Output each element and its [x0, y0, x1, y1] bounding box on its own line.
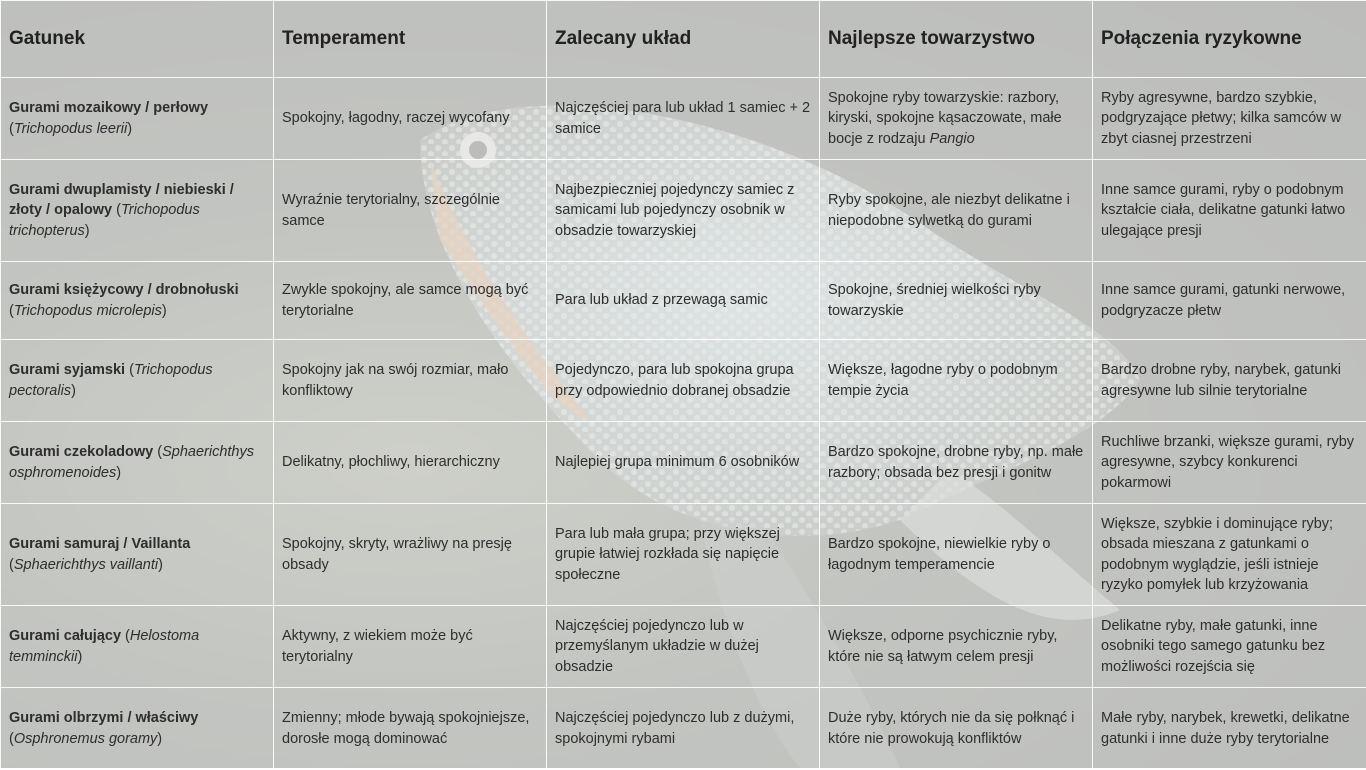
- setup-cell: Pojedynczo, para lub spokojna grupa przy odpowiednio dobranej obsadzie: [547, 340, 820, 422]
- companions-cell: Bardzo spokojne, niewielkie ryby o łagodnym temperamencie: [820, 504, 1093, 606]
- species-cell: Gurami samuraj / Vaillanta (Sphaerichthys vaillanti): [1, 504, 274, 606]
- setup-cell: Najlepiej grupa minimum 6 osobników: [547, 422, 820, 504]
- species-latin: Osphronemus goramy: [14, 731, 157, 747]
- companions-cell: Bardzo spokojne, drobne ryby, np. małe razbory; obsada bez presji i gonitw: [820, 422, 1093, 504]
- header-companions: Najlepsze towarzystwo: [820, 1, 1093, 78]
- species-cell: Gurami księżycowy / drobnołuski (Trichopodus microlepis): [1, 262, 274, 340]
- table-row: [1, 422, 1366, 504]
- setup-cell: Najczęściej pojedynczo lub w przemyślanym układzie w dużej obsadzie: [547, 606, 820, 688]
- species-name: Gurami mozaikowy / perłowy: [9, 100, 208, 116]
- species-latin: Trichopodus trichopterus: [9, 202, 200, 239]
- setup-cell: Najczęściej para lub układ 1 samiec + 2 samice: [547, 78, 820, 160]
- table-row: [1, 688, 1366, 770]
- risky-cell: Ruchliwe brzanki, większe gurami, ryby agresywne, szybcy konkurenci pokarmowi: [1093, 422, 1366, 504]
- table-row: [1, 504, 1366, 606]
- setup-cell: Najczęściej pojedynczo lub z dużymi, spokojnymi rybami: [547, 688, 820, 770]
- header-temperament: Temperament: [274, 1, 547, 78]
- species-latin: Helostoma temminckii: [9, 628, 199, 665]
- risky-cell: Delikatne ryby, małe gatunki, inne osobniki tego samego gatunku bez możliwości rozejścia się: [1093, 606, 1366, 688]
- species-cell: Gurami czekoladowy (Sphaerichthys osphromenoides): [1, 422, 274, 504]
- companions-cell: Duże ryby, których nie da się połknąć i które nie prowokują konfliktów: [820, 688, 1093, 770]
- companions-cell: Spokojne, średniej wielkości ryby towarzyskie: [820, 262, 1093, 340]
- risky-cell: Bardzo drobne ryby, narybek, gatunki agresywne lub silnie terytorialne: [1093, 340, 1366, 422]
- risky-cell: Inne samce gurami, gatunki nerwowe, podgryzacze płetw: [1093, 262, 1366, 340]
- temperament-cell: Zwykle spokojny, ale samce mogą być terytorialne: [274, 262, 547, 340]
- temperament-cell: Spokojny jak na swój rozmiar, mało konfliktowy: [274, 340, 547, 422]
- table-row: [1, 606, 1366, 688]
- species-name: Gurami dwuplamisty / niebieski / złoty / opalowy: [9, 182, 234, 219]
- temperament-cell: Wyraźnie terytorialny, szczególnie samce: [274, 160, 547, 262]
- species-name: Gurami księżycowy / drobnołuski: [9, 282, 239, 298]
- companions-cell: Większe, łagodne ryby o podobnym tempie życia: [820, 340, 1093, 422]
- setup-cell: Para lub mała grupa; przy większej grupie łatwiej rozkłada się napięcie społeczne: [547, 504, 820, 606]
- table-row: [1, 340, 1366, 422]
- species-latin: Trichopodus pectoralis: [9, 362, 213, 399]
- species-cell: Gurami syjamski (Trichopodus pectoralis): [1, 340, 274, 422]
- header-row: [1, 1, 1366, 78]
- temperament-cell: Spokojny, łagodny, raczej wycofany: [274, 78, 547, 160]
- table-row: [1, 78, 1366, 160]
- companions-cell: Większe, odporne psychicznie ryby, które nie są łatwym celem presji: [820, 606, 1093, 688]
- header-species: Gatunek: [1, 1, 274, 78]
- header-setup: Zalecany układ: [547, 1, 820, 78]
- temperament-cell: Spokojny, skryty, wrażliwy na presję obsady: [274, 504, 547, 606]
- risky-cell: Małe ryby, narybek, krewetki, delikatne gatunki i inne duże ryby terytorialne: [1093, 688, 1366, 770]
- temperament-cell: Aktywny, z wiekiem może być terytorialny: [274, 606, 547, 688]
- species-name: Gurami olbrzymi / właściwy: [9, 710, 198, 726]
- risky-cell: Ryby agresywne, bardzo szybkie, podgryzające płetwy; kilka samców w zbyt ciasnej przestrzeni: [1093, 78, 1366, 160]
- header-risky: Połączenia ryzykowne: [1093, 1, 1366, 78]
- species-name: Gurami samuraj / Vaillanta: [9, 536, 190, 552]
- companions-cell: [820, 78, 1093, 160]
- species-latin: Trichopodus leerii: [14, 121, 127, 137]
- risky-cell: Inne samce gurami, ryby o podobnym kształcie ciała, delikatne gatunki łatwo ulegające presji: [1093, 160, 1366, 262]
- temperament-cell: Delikatny, płochliwy, hierarchiczny: [274, 422, 547, 504]
- risky-cell: Większe, szybkie i dominujące ryby; obsada mieszana z gatunkami o podobnym wyglądzie, jeśli istnieje ryzyko pomyłek lub krzyżowania: [1093, 504, 1366, 606]
- species-cell: Gurami mozaikowy / perłowy (Trichopodus leerii): [1, 78, 274, 160]
- species-name: Gurami całujący: [9, 628, 121, 644]
- companions-cell: Ryby spokojne, ale niezbyt delikatne i niepodobne sylwetką do gurami: [820, 160, 1093, 262]
- species-cell: Gurami dwuplamisty / niebieski / złoty / opalowy (Trichopodus trichopterus): [1, 160, 274, 262]
- species-latin: Sphaerichthys vaillanti: [14, 557, 158, 573]
- species-latin: Sphaerichthys osphromenoides: [9, 444, 254, 481]
- temperament-cell: Zmienny; młode bywają spokojniejsze, dorosłe mogą dominować: [274, 688, 547, 770]
- table-row: [1, 262, 1366, 340]
- species-name: Gurami syjamski: [9, 362, 125, 378]
- table-row: [1, 160, 1366, 262]
- species-name: Gurami czekoladowy: [9, 444, 153, 460]
- species-cell: Gurami olbrzymi / właściwy (Osphronemus goramy): [1, 688, 274, 770]
- setup-cell: Para lub układ z przewagą samic: [547, 262, 820, 340]
- species-cell: Gurami całujący (Helostoma temminckii): [1, 606, 274, 688]
- species-latin: Trichopodus microlepis: [14, 303, 162, 319]
- setup-cell: Najbezpieczniej pojedynczy samiec z samicami lub pojedynczy osobnik w obsadzie towarzyskiej: [547, 160, 820, 262]
- companions-genus: Pangio: [930, 131, 975, 147]
- companions-text: Spokojne ryby towarzyskie: razbory, kiryski, spokojne kąsaczowate, małe bocje z rodzaju: [828, 90, 1062, 147]
